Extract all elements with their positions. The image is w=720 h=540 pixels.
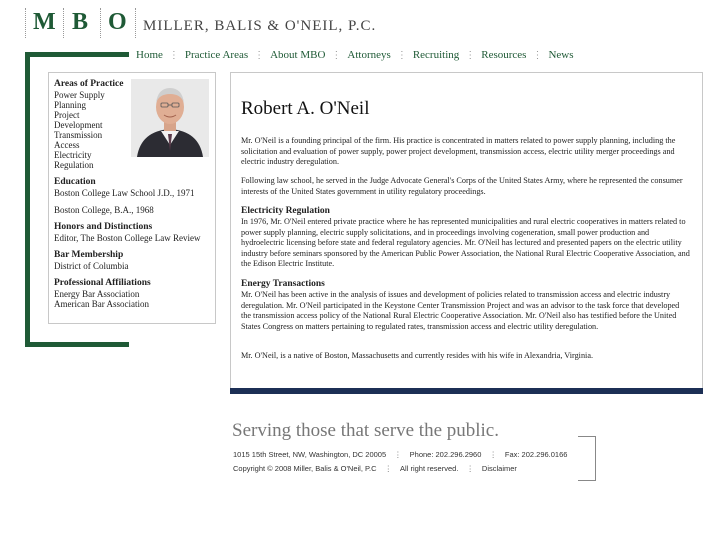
affiliation-item: American Bar Association	[54, 299, 149, 309]
logo-letter-o: O	[108, 9, 127, 35]
area-item: Planning	[54, 100, 87, 110]
logo-letter-m: M	[33, 9, 56, 35]
bio-intro: Mr. O'Neil is a founding principal of the firm. His practice is concentrated in matters related to power supply planning, including the solicitation and evaluation of power supply, power project development, transmission access, electric utility merger proceedings and electric industry deregulation.	[241, 136, 676, 166]
bio-closing: Mr. O'Neil, is a native of Boston, Massachusetts and currently resides with his wife in Alexandria, Virginia.	[241, 351, 593, 360]
frame-bar-vertical	[25, 52, 30, 347]
footer-fax: Fax: 202.296.0166	[504, 450, 568, 459]
footer-legal	[233, 464, 517, 473]
nav-resources[interactable]: Resources	[481, 49, 527, 61]
nav-separator: ⋮	[532, 49, 543, 61]
main-nav	[136, 49, 574, 61]
footer-separator: ⋮	[384, 464, 393, 473]
nav-separator: ⋮	[396, 49, 407, 61]
areas-heading: Areas of Practice	[54, 79, 124, 89]
nav-practice-areas[interactable]: Practice Areas	[184, 49, 249, 61]
footer-disclaimer-link[interactable]: Disclaimer	[481, 464, 517, 473]
nav-separator: ⋮	[331, 49, 342, 61]
tagline: Serving those that serve the public.	[232, 420, 499, 441]
honors-item: Editor, The Boston College Law Review	[54, 233, 201, 243]
footer-address: 1015 15th Street, NW, Washington, DC 20005	[233, 450, 387, 459]
area-item: Development	[54, 120, 103, 130]
attorney-name: Robert A. O'Neil	[241, 98, 370, 119]
attorney-photo	[131, 79, 209, 157]
energy-heading: Energy Transactions	[241, 279, 325, 289]
footer-bracket	[578, 436, 596, 481]
education-heading: Education	[54, 177, 96, 187]
nav-separator: ⋮	[465, 49, 476, 61]
area-item: Transmission	[54, 130, 103, 140]
logo-divider	[100, 8, 101, 38]
logo-divider	[135, 8, 136, 38]
footer-copyright: Copyright © 2008 Miller, Balis & O'Neil, P.C	[233, 464, 377, 473]
frame-bar-top	[25, 52, 129, 57]
area-item: Project	[54, 110, 80, 120]
sidebar	[48, 72, 216, 324]
nav-separator: ⋮	[168, 49, 179, 61]
education-item: Boston College, B.A., 1968	[54, 205, 154, 215]
nav-attorneys[interactable]: Attorneys	[347, 49, 391, 61]
logo-divider	[25, 8, 26, 38]
footer-contact	[233, 450, 567, 459]
affiliation-item: Energy Bar Association	[54, 289, 140, 299]
footer-separator: ⋮	[394, 450, 402, 459]
footer-separator: ⋮	[489, 450, 497, 459]
education-item: Boston College Law School J.D., 1971	[54, 188, 195, 198]
nav-about[interactable]: About MBO	[270, 49, 326, 61]
area-item: Power Supply	[54, 90, 105, 100]
energy-text: Mr. O'Neil has been active in the analysis of issues and development of policies related to transmission access and electric industry deregulation. Mr. O'Neil participated in the Keystone Center Transmission Project and was an advisor to the task force that developed the transmission access policy of the National Rural Electric Cooperative Association. Mr. O'Neil also has testified before the United States Congress on matters pertaining to regulated rates, transmission access and electric utility deregulation.	[241, 290, 680, 331]
frame-bar-bottom	[25, 342, 129, 347]
area-item: Electricity	[54, 150, 92, 160]
nav-home[interactable]: Home	[136, 49, 163, 61]
footer-separator: ⋮	[466, 464, 474, 473]
firm-name: MILLER, BALIS & O'NEIL, P.C.	[143, 18, 377, 34]
area-item: Regulation	[54, 160, 94, 170]
area-item: Access	[54, 140, 80, 150]
nav-news[interactable]: News	[548, 49, 574, 61]
bar-heading: Bar Membership	[54, 250, 124, 260]
footer-rights: All right reserved.	[400, 464, 459, 473]
main-bottom-bar	[230, 388, 703, 394]
bio-law-school: Following law school, he served in the Judge Advocate General's Corps of the United States Army, where he represented the consumer interests of the United States government in utility regulatory proceedings.	[241, 176, 683, 196]
nav-separator: ⋮	[254, 49, 265, 61]
electricity-heading: Electricity Regulation	[241, 206, 330, 216]
footer-phone: Phone: 202.296.2960	[409, 450, 482, 459]
affiliations-heading: Professional Affiliations	[54, 278, 151, 288]
honors-heading: Honors and Distinctions	[54, 222, 153, 232]
electricity-text: In 1976, Mr. O'Neil entered private practice where he has represented municipalities and rural electric cooperatives in matters related to power supply planning, electric supply solicitations, and in proceedings involving cogeneration, small power production and hydroelectric licensing before state and federal regulatory agencies. Mr. O'Neil has lectured and presented papers on the electric utility industry before seminars sponsored by the American Public Power Association, the National Rural Electric Cooperative Association, and the Edison Electric Institute.	[241, 217, 690, 268]
bar-item: District of Columbia	[54, 261, 129, 271]
nav-recruiting[interactable]: Recruiting	[412, 49, 460, 61]
logo-divider	[63, 8, 64, 38]
logo-letter-b: B	[72, 9, 89, 35]
